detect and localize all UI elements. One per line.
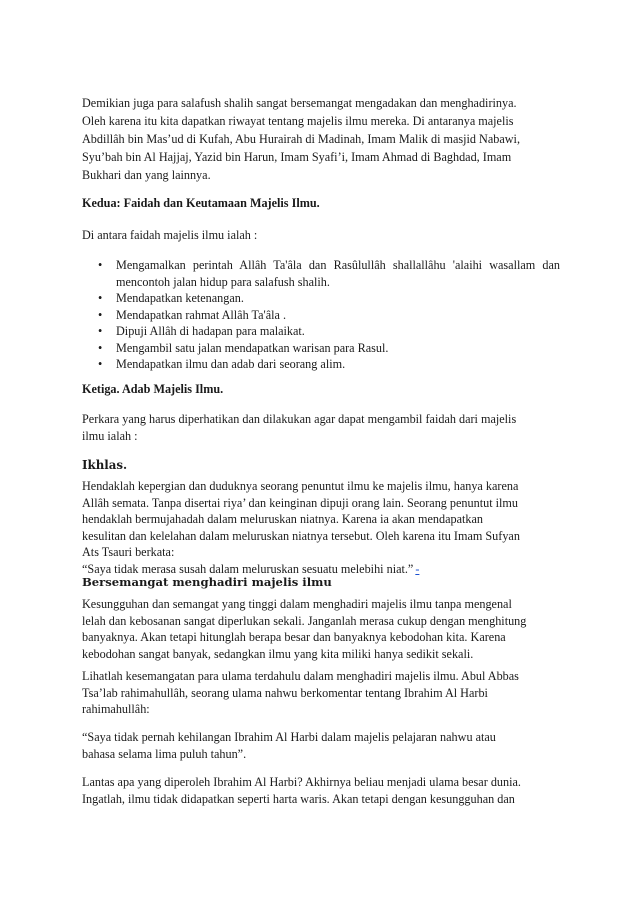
ikhlas-line: Allâh semata. Tanpa disertai riya’ dan keinginan dipuji orang lain. Seorang penuntut ilmu (82, 495, 518, 510)
section3-title: Ketiga. Adab Majelis Ilmu. (82, 382, 224, 396)
list-item (98, 257, 560, 290)
semangat-line: “Saya tidak pernah kehilangan Ibrahim Al Harbi dalam majelis pelajaran nahwu atau (82, 730, 496, 744)
intro-line: Demikian juga para salafush shalih sangat bersemangat mengadakan dan menghadirinya. (82, 96, 517, 110)
section2-title: Kedua: Faidah dan Keutamaan Majelis Ilmu. (82, 196, 320, 210)
bullet-icon: • (98, 258, 103, 272)
list-item-text: Mengamalkan perintah Allâh Ta'âla dan Rasûlullâh shallallâhu 'alaihi wasallam dan mencontoh jalan hidup para salafush shalih. (116, 258, 560, 289)
semangat-paragraph-2 (82, 668, 560, 718)
bullet-icon: • (98, 340, 103, 355)
semangat-line: bahasa selama lima puluh tahun”. (82, 746, 247, 761)
bullet-icon: • (98, 291, 103, 305)
intro-line: Oleh karena itu kita dapatkan riwayat tentang majelis ilmu mereka. Di antaranya majelis (82, 114, 514, 128)
intro-line: Bukhari dan yang lainnya. (82, 168, 211, 182)
list-item-text: Mendapatkan ilmu dan adab dari seorang alim. (116, 357, 346, 371)
bullet-icon: • (98, 307, 103, 322)
ikhlas-body (82, 478, 560, 577)
list-item-text: Dipuji Allâh di hadapan para malaikat. (116, 324, 305, 338)
semangat-paragraph-3 (82, 729, 560, 762)
semangat-line: kebodohan sangat banyak, sedangkan ilmu yang kita miliki hanya sedikit sekali. (82, 646, 474, 661)
footnote-link[interactable]: - (415, 561, 420, 576)
list-item-text: Mengambil satu jalan mendapatkan warisan para Rasul. (116, 340, 389, 355)
benefits-list (98, 257, 560, 373)
semangat-line: Tsa’lab rahimahullâh, seorang ulama nahwu berkomentar tentang Ibrahim Al Harbi (82, 685, 488, 700)
list-item (98, 323, 560, 340)
semangat-paragraph-4 (82, 774, 560, 807)
list-item (98, 356, 560, 373)
list-item-text: Mendapatkan ketenangan. (116, 291, 244, 305)
section3-lead (82, 411, 560, 445)
semangat-line: lelah dan kebosanan sangat diperlukan sekali. Janganlah merasa cukup dengan menghitung (82, 613, 527, 628)
semangat-line: Kesungguhan dan semangat yang tinggi dalam menghadiri majelis ilmu tanpa mengenal (82, 597, 512, 611)
intro-paragraph (82, 94, 560, 184)
list-item (98, 290, 560, 307)
semangat-heading: Bersemangat menghadiri majelis ilmu (82, 575, 332, 589)
semangat-line: rahimahullâh: (82, 702, 150, 716)
intro-line: Syu’bah bin Al Hajjaj, Yazid bin Harun, Imam Syafi’i, Imam Ahmad di Baghdad, Imam (82, 150, 512, 164)
list-item-text: Mendapatkan rahmat Allâh Ta'âla . (116, 307, 286, 322)
ikhlas-heading: Ikhlas. (82, 458, 128, 472)
bullet-icon: • (98, 324, 103, 338)
semangat-line: banyaknya. Akan tetapi hitunglah berapa besar dan banyaknya kebodohan kita. Karena (82, 630, 506, 644)
section3-lead-line: ilmu ialah : (82, 429, 138, 443)
section3-lead-line: Perkara yang harus diperhatikan dan dilakukan agar dapat mengambil faidah dari majelis (82, 412, 517, 426)
list-item (98, 307, 560, 324)
semangat-line: Lantas apa yang diperoleh Ibrahim Al Harbi? Akhirnya beliau menjadi ulama besar dunia. (82, 775, 521, 789)
list-item (98, 340, 560, 357)
intro-line: Abdillâh bin Mas’ud di Kufah, Abu Hurairah di Madinah, Imam Malik di masjid Nabawi, (82, 132, 520, 146)
semangat-line: Lihatlah kesemangatan para ulama terdahulu dalam menghadiri majelis ilmu. Abul Abbas (82, 669, 519, 683)
bullet-icon: • (98, 357, 103, 371)
ikhlas-line: Ats Tsauri berkata: (82, 545, 175, 559)
ikhlas-line: Hendaklah kepergian dan duduknya seorang penuntut ilmu ke majelis ilmu, hanya karena (82, 479, 519, 493)
ikhlas-quote-text: “Saya tidak merasa susah dalam meluruskan sesuatu melebihi niat.” (82, 561, 414, 576)
semangat-line: Ingatlah, ilmu tidak didapatkan seperti harta waris. Akan tetapi dengan kesungguhan dan (82, 791, 515, 806)
semangat-paragraph-1 (82, 596, 560, 662)
section2-lead: Di antara faidah majelis ilmu ialah : (82, 228, 258, 242)
ikhlas-line: kesulitan dan kelelahan dalam meluruskan niatnya tersebut. Oleh karena itu Imam Sufyan (82, 528, 520, 543)
ikhlas-line: hendaklah bermujahadah dalam meluruskan niatnya. Karena ia akan mendapatkan (82, 512, 484, 526)
